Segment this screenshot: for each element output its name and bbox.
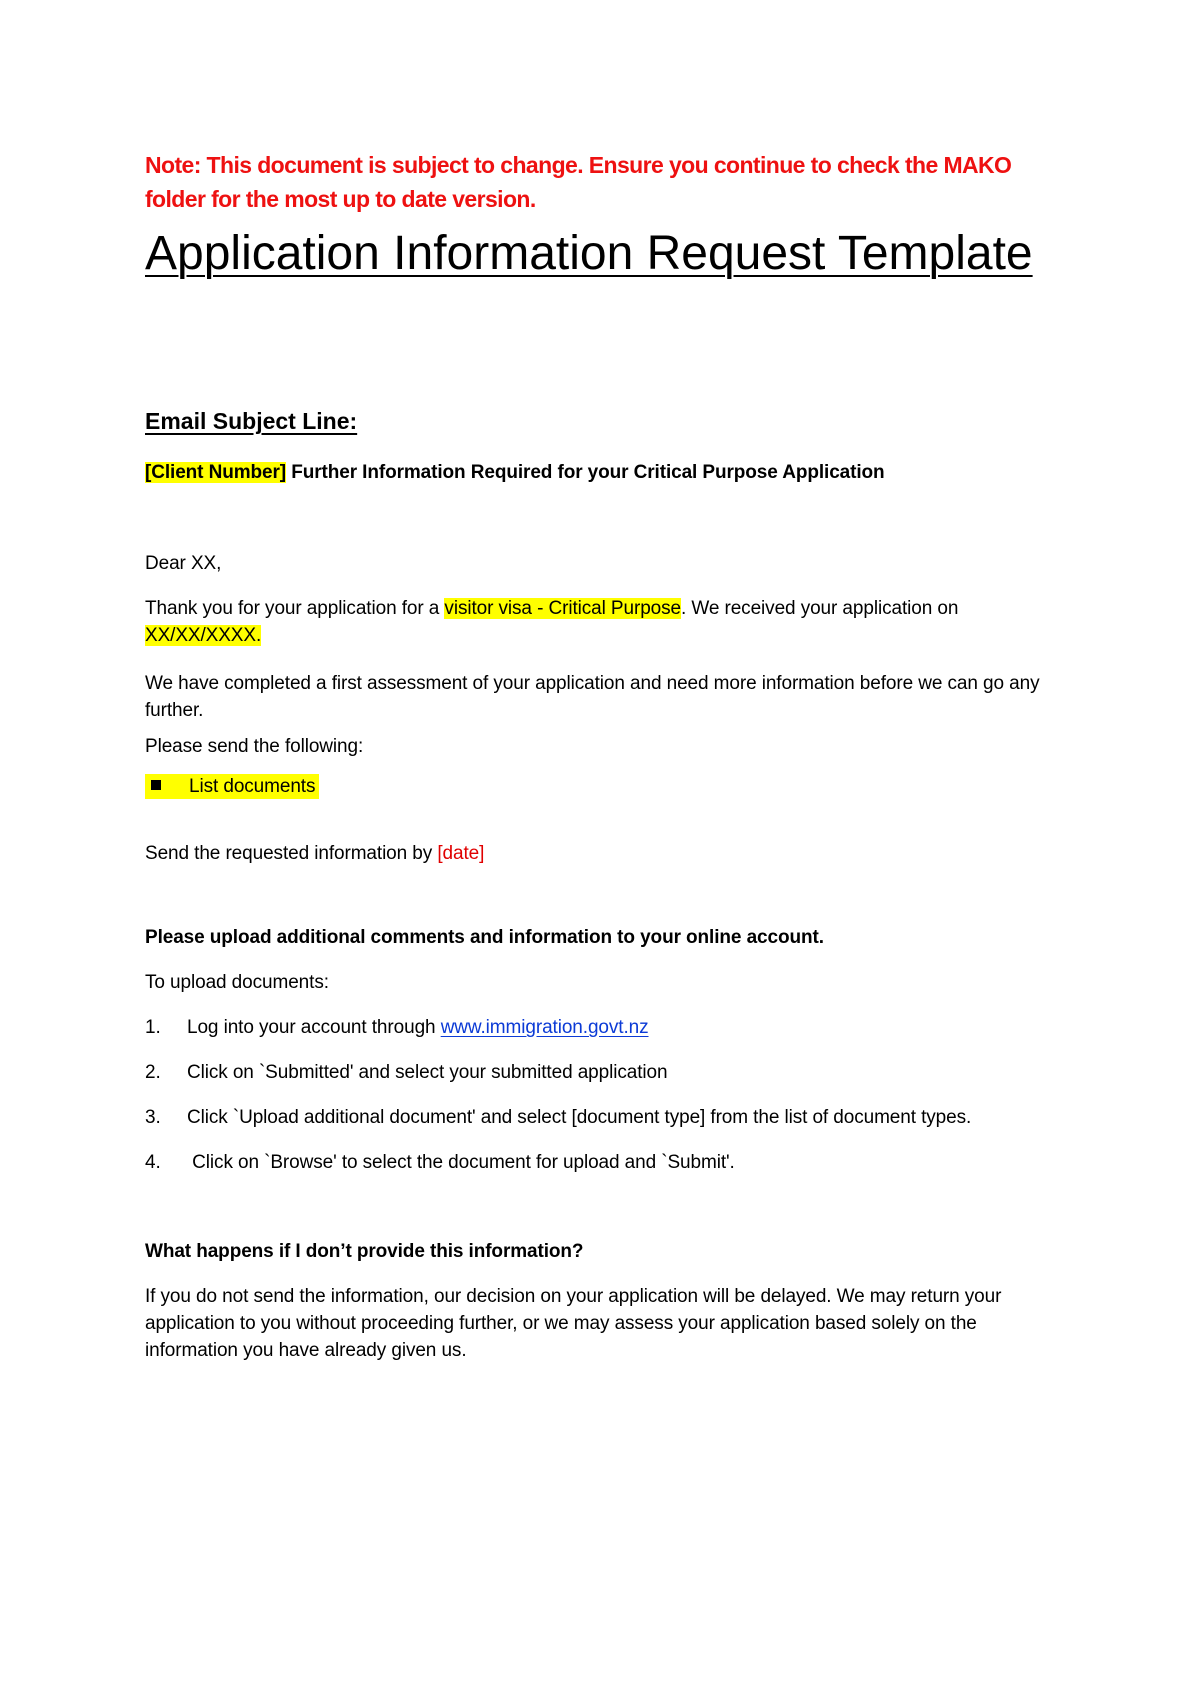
paragraph-first-assessment: We have completed a first assessment of your application and need more information before we can go any further. <box>145 673 1040 721</box>
square-bullet-icon <box>151 780 161 790</box>
step-item <box>145 1014 649 1041</box>
step-text: Log into your account through <box>187 1017 441 1038</box>
page-title-text: Application Information Request Template <box>145 227 1033 280</box>
change-note: Note: This document is subject to change. Ensure you continue to check the MAKO folder for the most up to date version. <box>145 152 1012 212</box>
send-following-label: Please send the following: <box>145 736 364 757</box>
immigration-link[interactable]: www.immigration.govt.nz <box>440 1017 649 1038</box>
deadline-text: Send the requested information by <box>145 843 438 864</box>
step-item <box>145 1104 971 1131</box>
step-number: 1. <box>145 1017 161 1038</box>
para1-before: Thank you for your application for a <box>145 598 445 619</box>
document-list <box>145 773 319 800</box>
greeting: Dear XX, <box>145 553 222 574</box>
subject-line <box>145 459 885 486</box>
subject-heading: Email Subject Line: <box>145 408 358 434</box>
upload-intro: To upload documents: <box>145 972 329 993</box>
step-number: 4. <box>145 1152 161 1173</box>
received-date-placeholder: XX/XX/XXXX. <box>145 625 262 646</box>
step-item <box>145 1059 667 1086</box>
para1-middle: . We received your application on <box>681 598 959 619</box>
list-item <box>145 774 319 799</box>
deadline-line <box>145 840 484 867</box>
list-item-text: List documents <box>189 776 316 797</box>
faq-paragraph: If you do not send the information, our decision on your application will be delayed. We may return your application to you without proceeding further, or we may assess your application based solely on the information you have already given us. <box>145 1286 1002 1361</box>
step-number: 3. <box>145 1107 161 1128</box>
visa-type-placeholder: visitor visa - Critical Purpose <box>444 598 681 619</box>
subject-text: Further Information Required for your Critical Purpose Application <box>286 462 885 483</box>
step-text: Click `Upload additional document' and select [document type] from the list of document types. <box>187 1107 972 1128</box>
step-text: Click on `Submitted' and select your submitted application <box>187 1062 668 1083</box>
deadline-date-placeholder: [date] <box>437 843 485 864</box>
faq-heading: What happens if I don’t provide this information? <box>145 1241 584 1262</box>
step-number: 2. <box>145 1062 161 1083</box>
step-text: Click on `Browse' to select the document for upload and `Submit'. <box>187 1152 735 1173</box>
page-title <box>145 220 1045 287</box>
client-number-placeholder: [Client Number] <box>145 462 287 483</box>
upload-heading: Please upload additional comments and information to your online account. <box>145 927 824 948</box>
step-item <box>145 1149 735 1176</box>
paragraph-application-received <box>145 595 1065 649</box>
